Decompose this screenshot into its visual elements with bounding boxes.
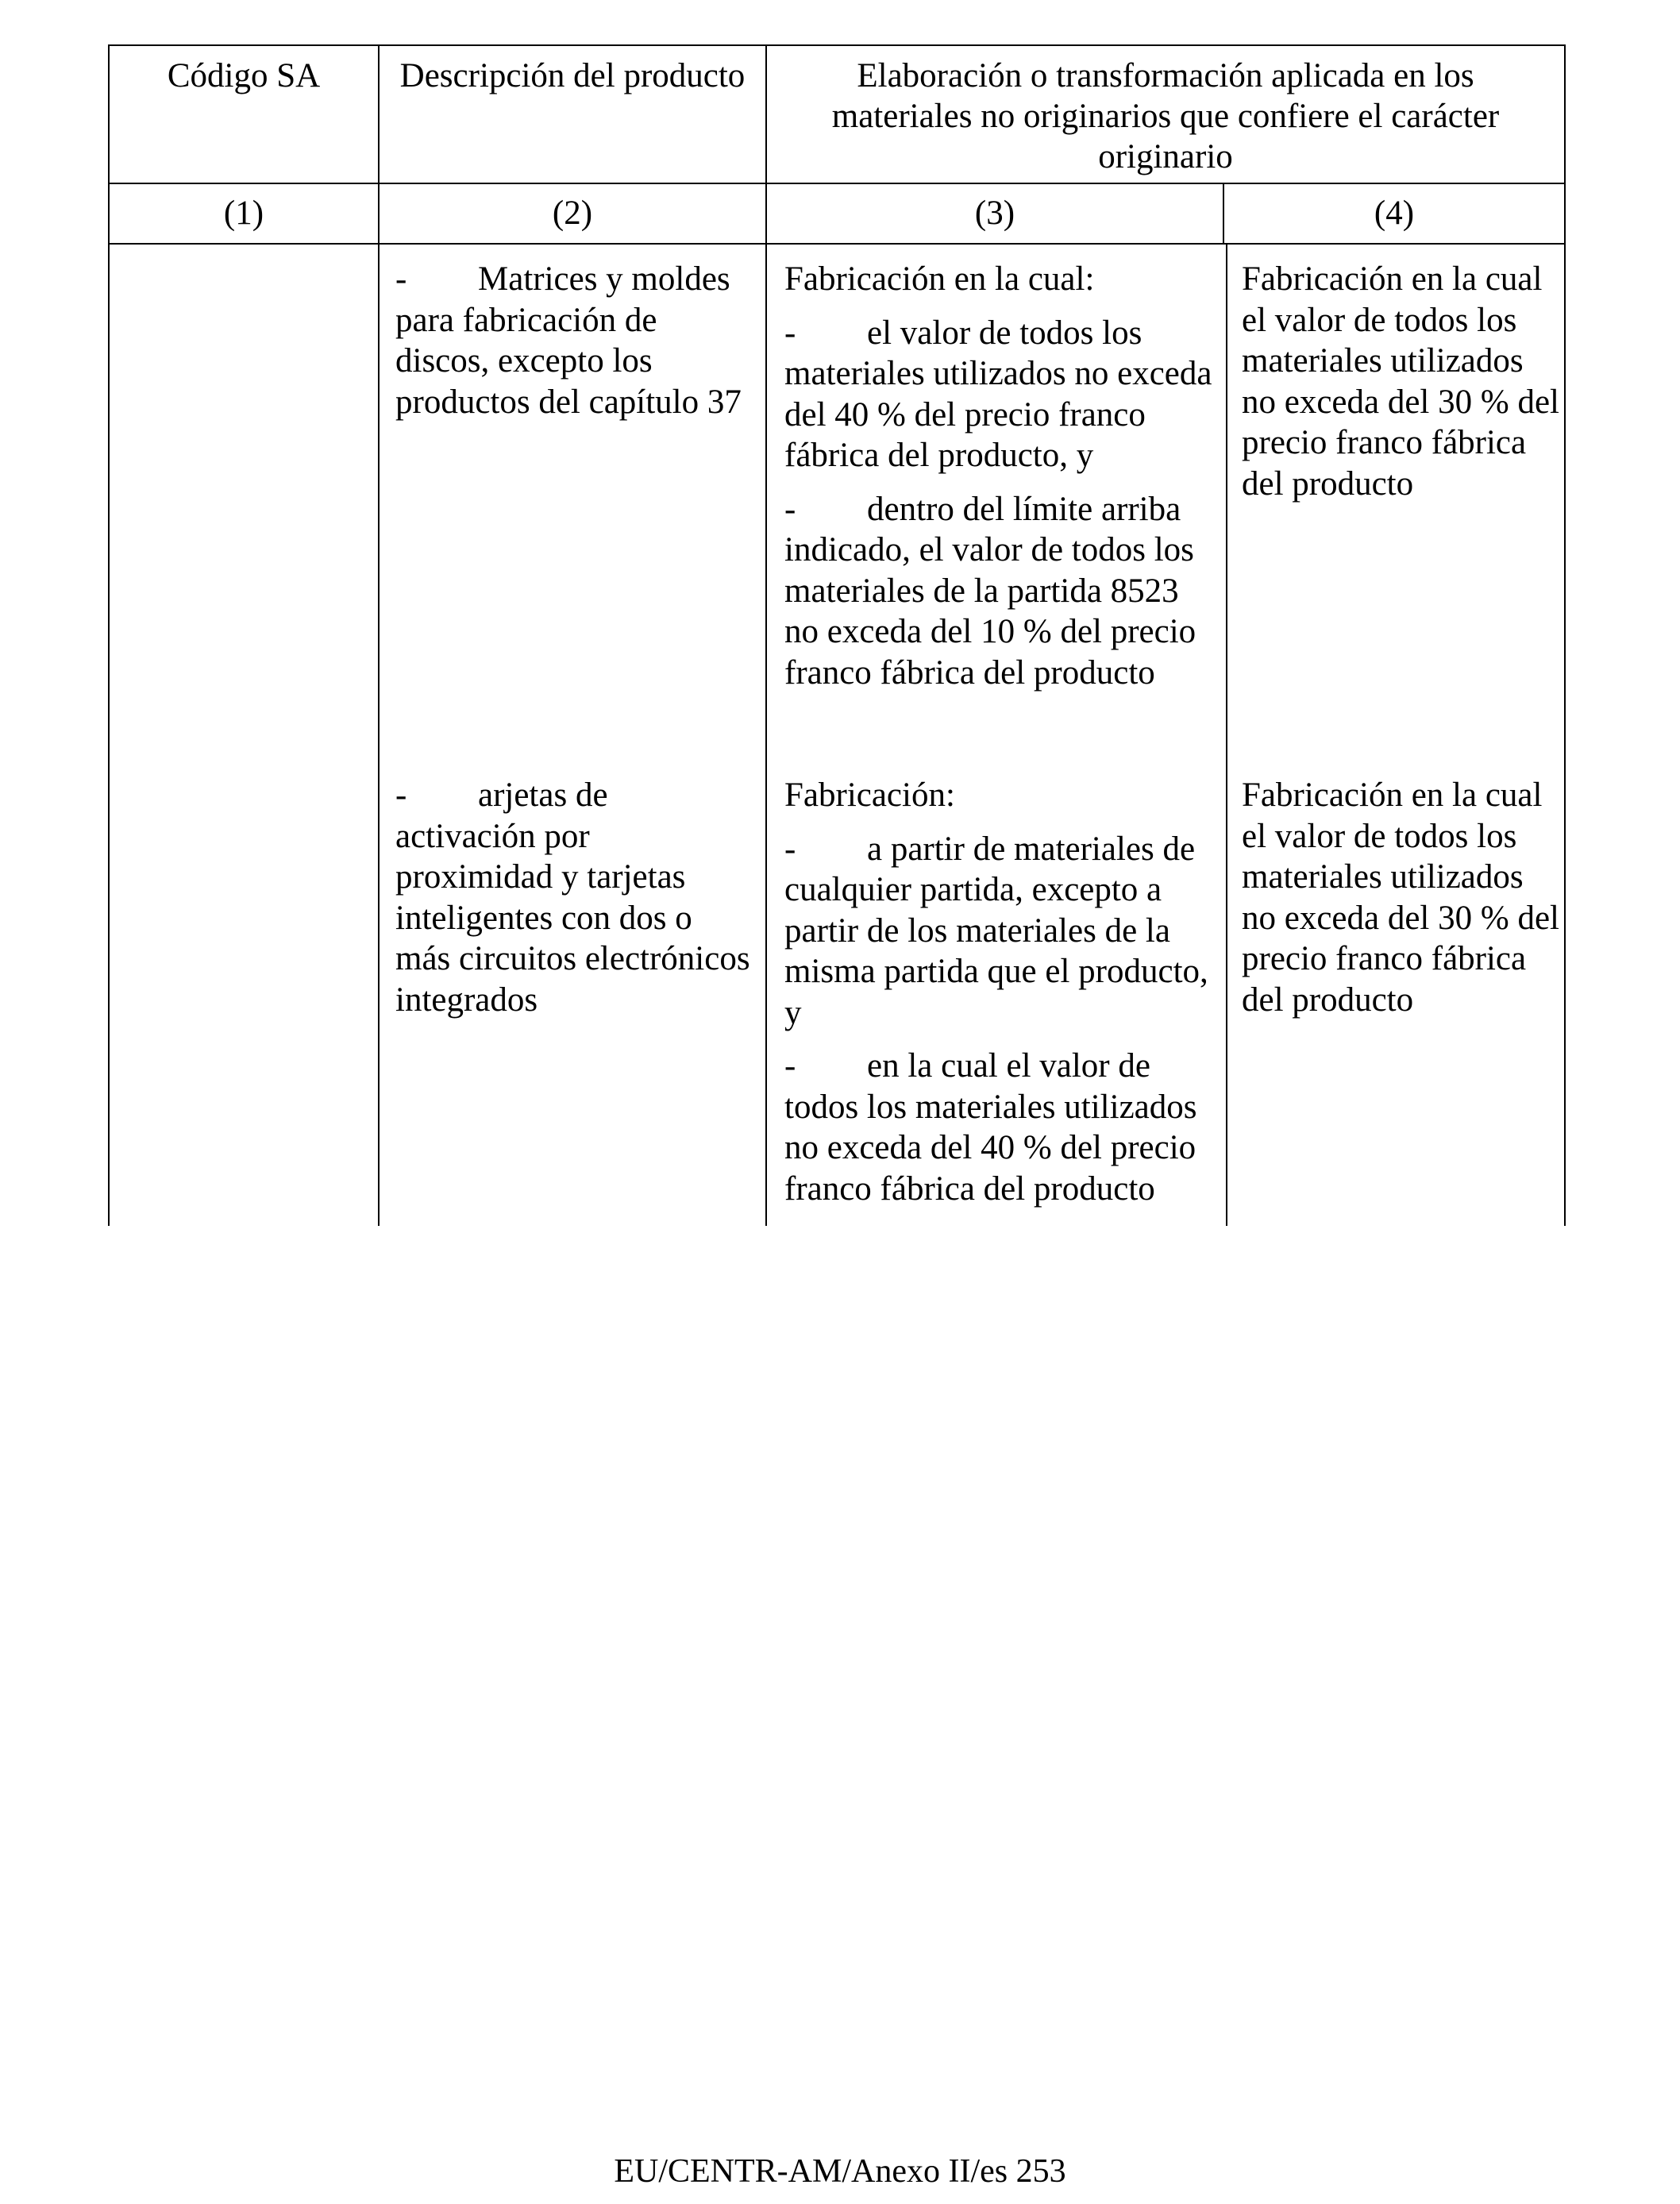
col3-list-item bbox=[784, 313, 1213, 476]
table-row-1-description bbox=[395, 259, 753, 422]
dash-marker: - bbox=[784, 314, 796, 352]
header-hs-code: Código SA bbox=[110, 46, 380, 183]
description-text: Matrices y moldes para fabricación de discos, excepto los productos del capítulo 37 bbox=[395, 260, 742, 421]
col3-item-text: el valor de todos los materiales utilizados no exceda del 40 % del precio franco fábrica del producto, y bbox=[784, 314, 1212, 474]
header-product-description: Descripción del producto bbox=[380, 46, 767, 183]
table-row-2-col3 bbox=[784, 775, 1213, 1209]
dash-marker: - bbox=[784, 1047, 796, 1085]
page-footer: EU/CENTR-AM/Anexo II/es 253 bbox=[614, 2153, 1066, 2190]
table-row-1-col3 bbox=[784, 259, 1213, 693]
column-number-4: (4) bbox=[1374, 195, 1415, 232]
dash-marker: - bbox=[784, 490, 796, 528]
col3-item-text: en la cual el valor de todos los materiales utilizados no exceda del 40 % del precio franco fábrica del producto bbox=[784, 1047, 1197, 1208]
table-row-2-description bbox=[395, 775, 753, 1020]
col3-item-text: a partir de materiales de cualquier partida, excepto a partir de los materiales de la misma partida que el producto, y bbox=[784, 830, 1208, 1031]
dash-marker: - bbox=[395, 260, 407, 298]
column-number-3: (3) bbox=[767, 184, 1224, 243]
column-number-2: (2) bbox=[380, 184, 767, 243]
rules-of-origin-table bbox=[108, 44, 1566, 1226]
description-text: arjetas de activación por proximidad y tarjetas inteligentes con dos o más circuitos electrónicos integrados bbox=[395, 776, 750, 1019]
col3-item-text: dentro del límite arriba indicado, el valor de todos los materiales de la partida 8523 no exceda del 10 % del precio franco fábrica del producto bbox=[784, 490, 1196, 692]
col3-list-item bbox=[784, 829, 1213, 1034]
column-divider bbox=[765, 245, 767, 1226]
description-item bbox=[395, 775, 753, 1020]
description-item bbox=[395, 259, 753, 422]
column-divider bbox=[378, 245, 380, 1226]
table-row-1-col4: Fabricación en la cual el valor de todos los materiales utilizados no exceda del 30 % del precio franco fábrica del producto bbox=[1242, 260, 1559, 503]
column-divider bbox=[1226, 245, 1227, 1226]
table-body bbox=[108, 245, 1566, 1226]
col3-list-item bbox=[784, 489, 1213, 694]
header-working-processing: Elaboración o transformación aplicada en los materiales no originarios que confiere el carácter originario bbox=[831, 57, 1500, 175]
column-number-row bbox=[108, 184, 1566, 245]
table-header-row bbox=[108, 44, 1566, 184]
col3-intro: Fabricación en la cual: bbox=[784, 260, 1095, 298]
dash-marker: - bbox=[784, 830, 796, 868]
dash-marker: - bbox=[395, 776, 407, 814]
column-number-1: (1) bbox=[110, 184, 380, 243]
col3-list-item bbox=[784, 1046, 1213, 1209]
table-row-2-col4: Fabricación en la cual el valor de todos los materiales utilizados no exceda del 30 % del precio franco fábrica del producto bbox=[1242, 776, 1559, 1019]
col3-intro: Fabricación: bbox=[784, 776, 955, 814]
